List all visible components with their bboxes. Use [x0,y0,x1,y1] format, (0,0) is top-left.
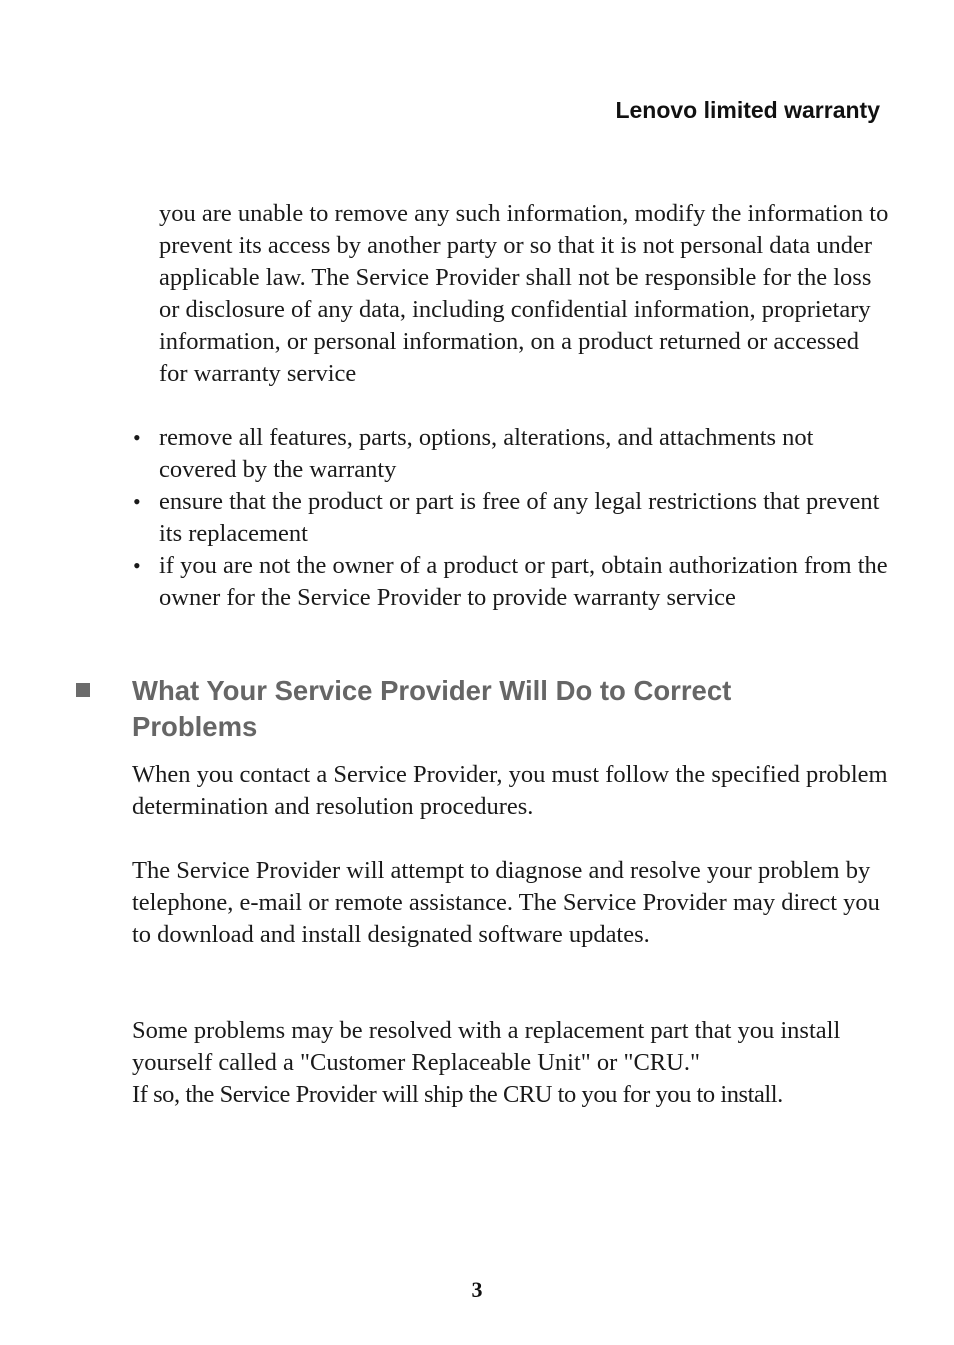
continuation-paragraph: you are unable to remove any such information, modify the information to prevent its access by another party or so that it is not personal data under applicable law. The Service Provider shall not be responsible for the loss or disclosure of any data, including confidential information, proprietary information, or personal information, on a product returned or accessed for warranty service [159,200,889,387]
list-item [130,550,890,614]
section-heading: What Your Service Provider Will Do to Correct Problems [132,675,732,742]
section-square-icon [76,683,90,697]
page-number: 3 [471,1277,483,1302]
section-paragraph [132,1015,892,1111]
list-item-text: remove all features, parts, options, alterations, and attachments not covered by the warranty [159,424,814,483]
list-item-text: if you are not the owner of a product or part, obtain authorization from the owner for the Service Provider to provide warranty service [159,552,888,611]
bullet-icon: • [133,425,141,450]
section-paragraph: When you contact a Service Provider, you must follow the specified problem determination and resolution procedures. [132,761,888,820]
list-item [130,422,890,486]
list-item-text: ensure that the product or part is free of any legal restrictions that prevent its replacement [159,488,880,547]
running-header-title: Lenovo limited warranty [615,97,880,123]
section-paragraph: The Service Provider will attempt to diagnose and resolve your problem by telephone, e-mail or remote assistance. The Service Provider may direct you to download and install designated software updates. [132,857,880,948]
paragraph-line: If so, the Service Provider will ship the CRU to you for you to install. [132,1081,783,1108]
bullet-list [130,422,890,614]
paragraph-line: Some problems may be resolved with a replacement part that you install yourself called a "Customer Replaceable Unit" or "CRU." [132,1017,841,1076]
bullet-icon: • [133,553,141,578]
list-item [130,486,890,550]
bullet-icon: • [133,489,141,514]
